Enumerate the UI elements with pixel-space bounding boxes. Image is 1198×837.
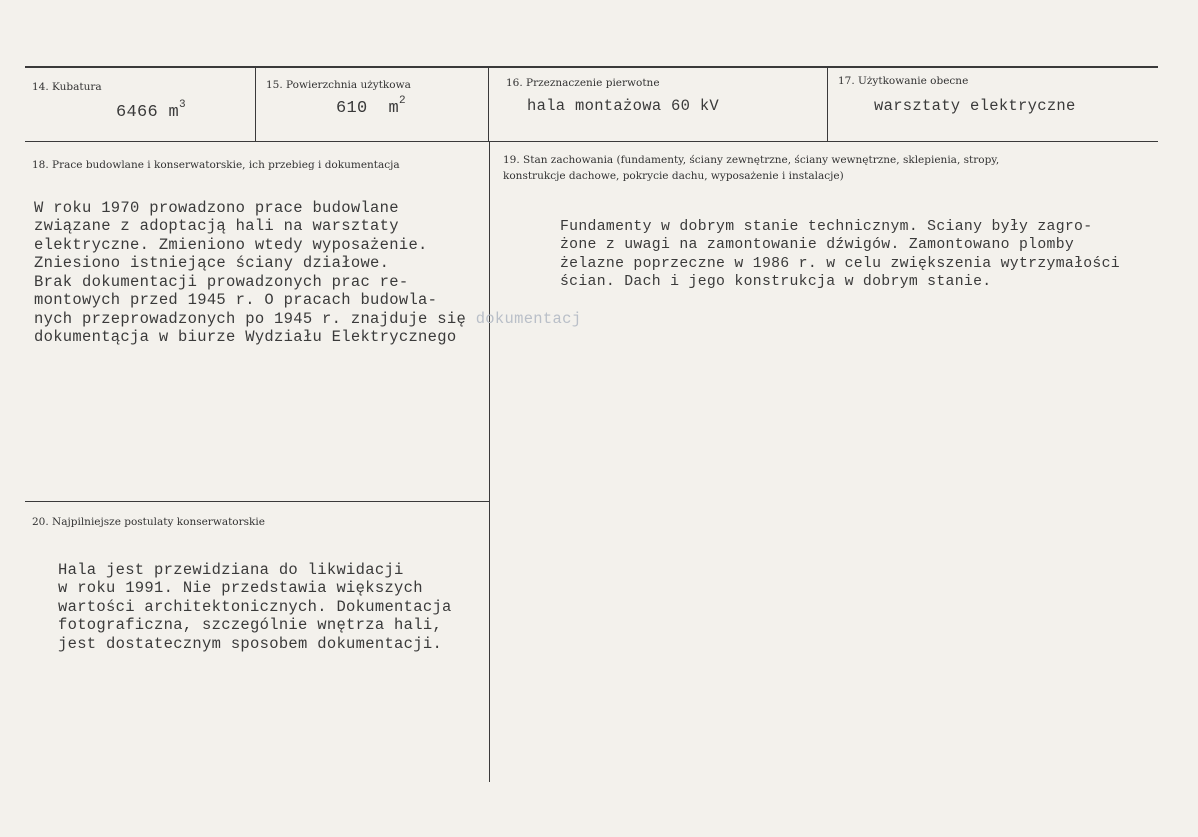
text-line: Zniesiono istniejące ściany działowe. [34,254,390,272]
field-19-label-line-1: 19. Stan zachowania (fundamenty, ściany zewnętrzne, ściany wewnętrzne, sklepienia, stropy, [503,154,1000,166]
field-20-label: 20. Najpilniejsze postulaty konserwatorskie [32,516,265,528]
field-15-label: 15. Powierzchnia użytkowa [266,79,411,91]
field-18-text [34,180,581,347]
text-line: montowych przed 1945 r. O pracach budowla- [34,291,438,309]
top-rule [25,66,1158,68]
text-line: żelazne poprzeczne w 1986 r. w celu zwiększenia wytrzymałości [560,255,1120,272]
area-unit-superscript: 2 [399,95,406,107]
field-16-value: hala montażowa 60 kV [527,97,720,115]
divider-15-16 [488,68,489,141]
text-line: ścian. Dach i jego konstrukcja w dobrym stanie. [560,274,992,290]
text-line: wartości architektonicznych. Dokumentacja [58,597,452,616]
text-line: jest dostatecznym sposobem dokumentacji. [58,634,443,653]
field-14-label: 14. Kubatura [32,81,102,93]
field-17-label: 17. Użytkowanie obecne [838,75,969,87]
area-value: 610 m [336,99,400,118]
field-20-text [58,542,452,653]
volume-value: 6466 m [116,103,180,122]
field-14-value [116,99,186,124]
field-16-label: 16. Przeznaczenie pierwotne [506,77,660,89]
text-line: Brak dokumentacji prowadzonych prac re- [34,272,409,291]
text-line [34,310,581,329]
text-line: fotograficzna, szczególnie wnętrza hali, [58,616,443,634]
divider-18-20 [25,501,489,502]
field-15-value [336,95,406,120]
text-line: Hala jest przewidziana do likwidacji [58,560,404,579]
field-19-label-line-2: konstrukcje dachowe, pokrycie dachu, wyposażenie i instalacje) [503,170,844,182]
divider-16-17 [827,68,828,141]
faded-overflow-text: dokumentacj [475,309,582,328]
text-line: w roku 1991. Nie przedstawia większych [58,579,423,597]
text-segment: nych przeprowadzonych po 1945 r. znajduje się [34,309,467,328]
text-line: elektryczne. Zmieniono wtedy wyposażenie. [34,235,428,254]
text-line: W roku 1970 prowadzono prace budowlane [34,198,399,217]
field-18-label: 18. Prace budowlane i konserwatorskie, ich przebieg i dokumentacja [32,159,400,171]
text-line: Fundamenty w dobrym stanie technicznym. Sciany były zagro- [560,218,1093,235]
text-line: dokumentącja w biurze Wydziału Elektrycznego [34,328,457,346]
volume-unit-superscript: 3 [179,99,186,111]
text-line: żone z uwagi na zamontowanie dźwigów. Zamontowano plomby [560,237,1075,253]
field-19-text [560,199,1120,292]
field-17-value: warsztaty elektryczne [874,97,1076,115]
header-bottom-rule [25,141,1158,142]
text-line: związane z adoptacją hali na warsztaty [34,217,399,235]
divider-14-15 [255,68,256,141]
